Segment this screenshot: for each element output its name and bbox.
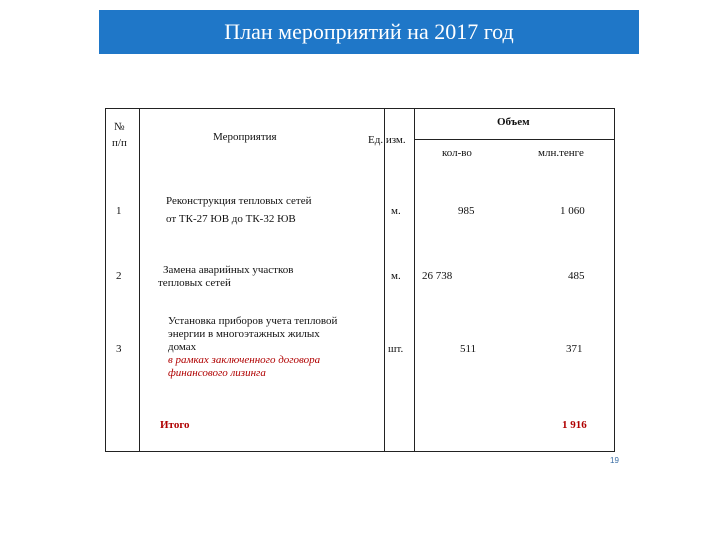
col-divider	[384, 109, 385, 451]
header-activity: Мероприятия	[213, 131, 277, 143]
row-3-num: 3	[116, 343, 122, 355]
row-3-activity-line2: энергии в многоэтажных жилых	[168, 328, 320, 340]
row-3-activity-line3: домах	[168, 341, 197, 353]
row-1-unit: м.	[391, 205, 401, 217]
row-1-activity-line2: от ТК-27 ЮВ до ТК-32 ЮВ	[166, 213, 296, 225]
row-divider	[414, 139, 614, 140]
col-divider	[139, 109, 140, 451]
total-label: Итого	[160, 419, 190, 431]
header-num-line1: №	[114, 121, 125, 133]
row-2-mln: 485	[568, 270, 585, 282]
total-mln: 1 916	[562, 419, 587, 431]
row-3-qty: 511	[460, 343, 477, 355]
header-unit: Ед. изм.	[368, 134, 406, 146]
header-volume: Объем	[497, 116, 530, 128]
row-3-note-line1: в рамках заключенного договора	[168, 354, 321, 366]
row-1-activity-line1: Реконструкция тепловых сетей	[166, 195, 312, 207]
row-3-mln: 371	[566, 343, 583, 355]
row-2-num: 2	[116, 270, 122, 282]
page-number: 19	[610, 456, 619, 465]
header-num-line2: п/п	[112, 137, 127, 149]
row-3-unit: шт.	[388, 343, 404, 355]
slide-title	[99, 10, 639, 54]
row-3-note-line2: финансового лизинга	[168, 367, 266, 379]
row-2-qty: 26 738	[422, 270, 453, 282]
header-qty: кол-во	[442, 147, 472, 159]
row-2-activity-line1: Замена аварийных участков	[163, 264, 294, 276]
row-1-mln: 1 060	[560, 205, 585, 217]
row-1-num: 1	[116, 205, 122, 217]
row-2-activity-line2: тепловых сетей	[158, 277, 231, 289]
slide-title-text: План мероприятий на 2017 год	[224, 19, 514, 44]
activities-table	[105, 108, 615, 452]
row-1-qty: 985	[458, 205, 475, 217]
row-3-activity-line1: Установка приборов учета тепловой	[168, 315, 338, 327]
row-2-unit: м.	[391, 270, 401, 282]
col-divider	[414, 109, 415, 451]
header-mln: млн.тенге	[538, 147, 584, 159]
